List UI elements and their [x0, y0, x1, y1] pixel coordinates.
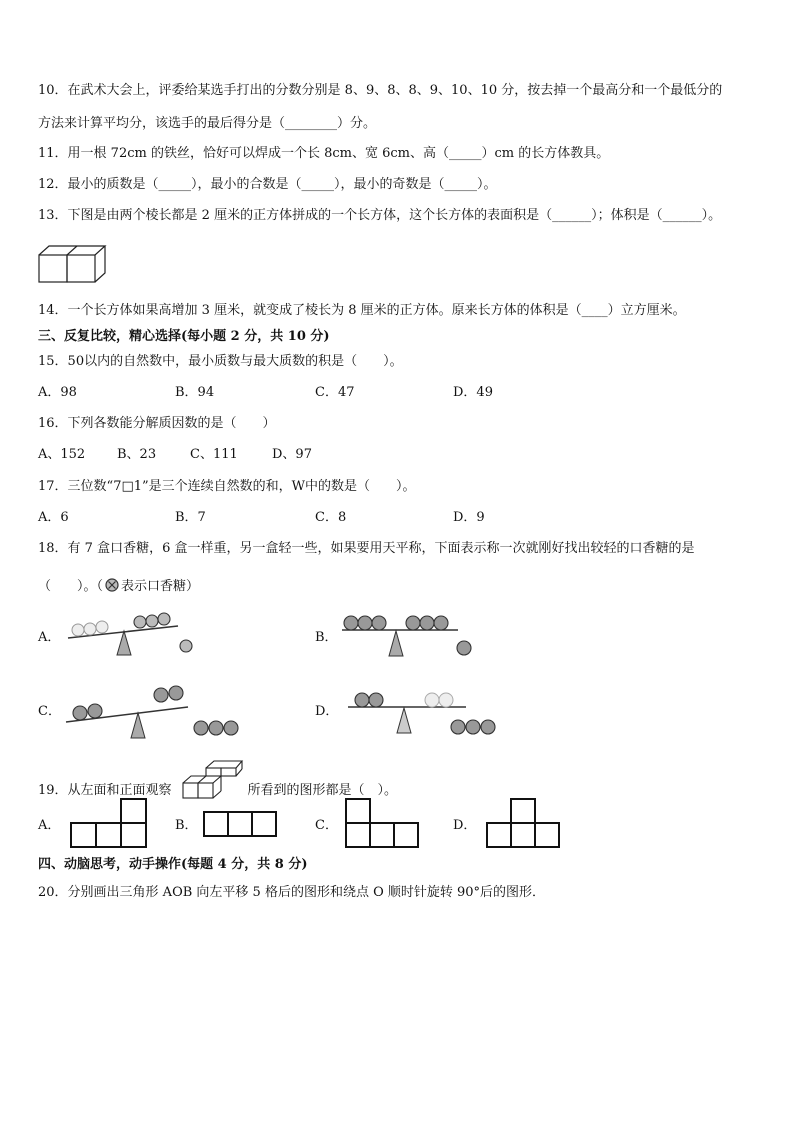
q15-option-a[interactable]: A．98 — [38, 385, 77, 400]
q19-stem-suffix: 所看到的图形都是（ ）。 — [247, 783, 398, 798]
q18-option-c[interactable]: C． — [38, 704, 61, 719]
q16-stem: 16．下列各数能分解质因数的是（ ） — [38, 416, 276, 431]
view-shape-b — [203, 811, 283, 841]
q20-text: 20．分别画出三角形 AOB 向左平移 5 格后的图形和绕点 O 顺时针旋转 90°后的图形． — [38, 885, 546, 900]
q16-option-b[interactable]: B、23 — [117, 447, 157, 462]
q14-text: 14．一个长方体如果高增加 3 厘米，就变成了棱长为 8 厘米的正方体。原来长方体的体积是（____）立方厘米。 — [38, 303, 686, 318]
q15-option-d[interactable]: D．49 — [453, 385, 493, 400]
q19-option-a[interactable]: A． — [38, 818, 61, 833]
q17-option-a[interactable]: A．6 — [38, 510, 69, 525]
q17-stem: 17．三位数“7□1”是三个连续自然数的和，W中的数是（ ）。 — [38, 479, 416, 494]
q13-text: 13．下图是由两个棱长都是 2 厘米的正方体拼成的一个长方体，这个长方体的表面积是（______）；体积是（______）。 — [38, 208, 722, 223]
q18-option-b[interactable]: B． — [315, 630, 338, 645]
q11-text: 11．用一根 72cm 的铁丝，恰好可以焊成一个长 8cm、宽 6cm、高（_____）cm 的长方体教具。 — [38, 146, 610, 161]
q15-stem: 15．50以内的自然数中，最小质数与最大质数的积是（ ）。 — [38, 354, 403, 369]
gum-icon — [105, 578, 119, 592]
view-shape-a — [70, 799, 150, 849]
two-cube-prism-figure — [38, 244, 110, 284]
q16-option-c[interactable]: C、111 — [190, 447, 238, 462]
view-shape-c — [345, 799, 425, 849]
q15-option-c[interactable]: C．47 — [315, 385, 355, 400]
balance-figure-a — [62, 605, 202, 660]
q17-option-b[interactable]: B．7 — [175, 510, 206, 525]
cube-stack-figure — [182, 770, 244, 800]
q19-option-c[interactable]: C． — [315, 818, 338, 833]
section3-heading: 三、反复比较，精心选择(每小题 2 分，共 10 分) — [38, 329, 330, 344]
view-shape-d — [486, 799, 566, 849]
q18-option-a[interactable]: A． — [38, 630, 61, 645]
balance-figure-d — [340, 682, 510, 742]
q18-line2-suffix: 表示口香糖） — [121, 579, 200, 594]
q18-line1: 18．有 7 盒口香糖，6 盒一样重，另一盒轻一些，如果要用天平称，下面表示称一次就刚好找出较轻的口香糖的是 — [38, 541, 695, 556]
q19-stem-prefix: 19．从左面和正面观察 — [38, 783, 172, 798]
q12-text: 12．最小的质数是（_____），最小的合数是（_____），最小的奇数是（_____）。 — [38, 177, 497, 192]
balance-figure-c — [62, 680, 252, 740]
section4-heading: 四、动脑思考，动手操作(每题 4 分，共 8 分) — [38, 857, 308, 872]
q17-option-c[interactable]: C．8 — [315, 510, 347, 525]
balance-figure-b — [340, 607, 480, 662]
q19-stem — [38, 764, 397, 800]
q19-option-b[interactable]: B． — [175, 818, 198, 833]
q16-option-a[interactable]: A、152 — [38, 447, 86, 462]
q10-line1: 10．在武术大会上，评委给某选手打出的分数分别是 8、9、8、8、9、10、10 分，按去掉一个最高分和一个最低分的 — [38, 83, 723, 98]
q18-line2 — [38, 576, 199, 596]
q10-line2: 方法来计算平均分，该选手的最后得分是（________）分。 — [38, 116, 377, 131]
q16-option-d[interactable]: D、97 — [272, 447, 312, 462]
q18-option-d[interactable]: D． — [315, 704, 339, 719]
q15-option-b[interactable]: B．94 — [175, 385, 215, 400]
q19-option-d[interactable]: D． — [453, 818, 477, 833]
q17-option-d[interactable]: D．9 — [453, 510, 485, 525]
q18-line2-prefix: （ ）。（ — [38, 579, 104, 594]
